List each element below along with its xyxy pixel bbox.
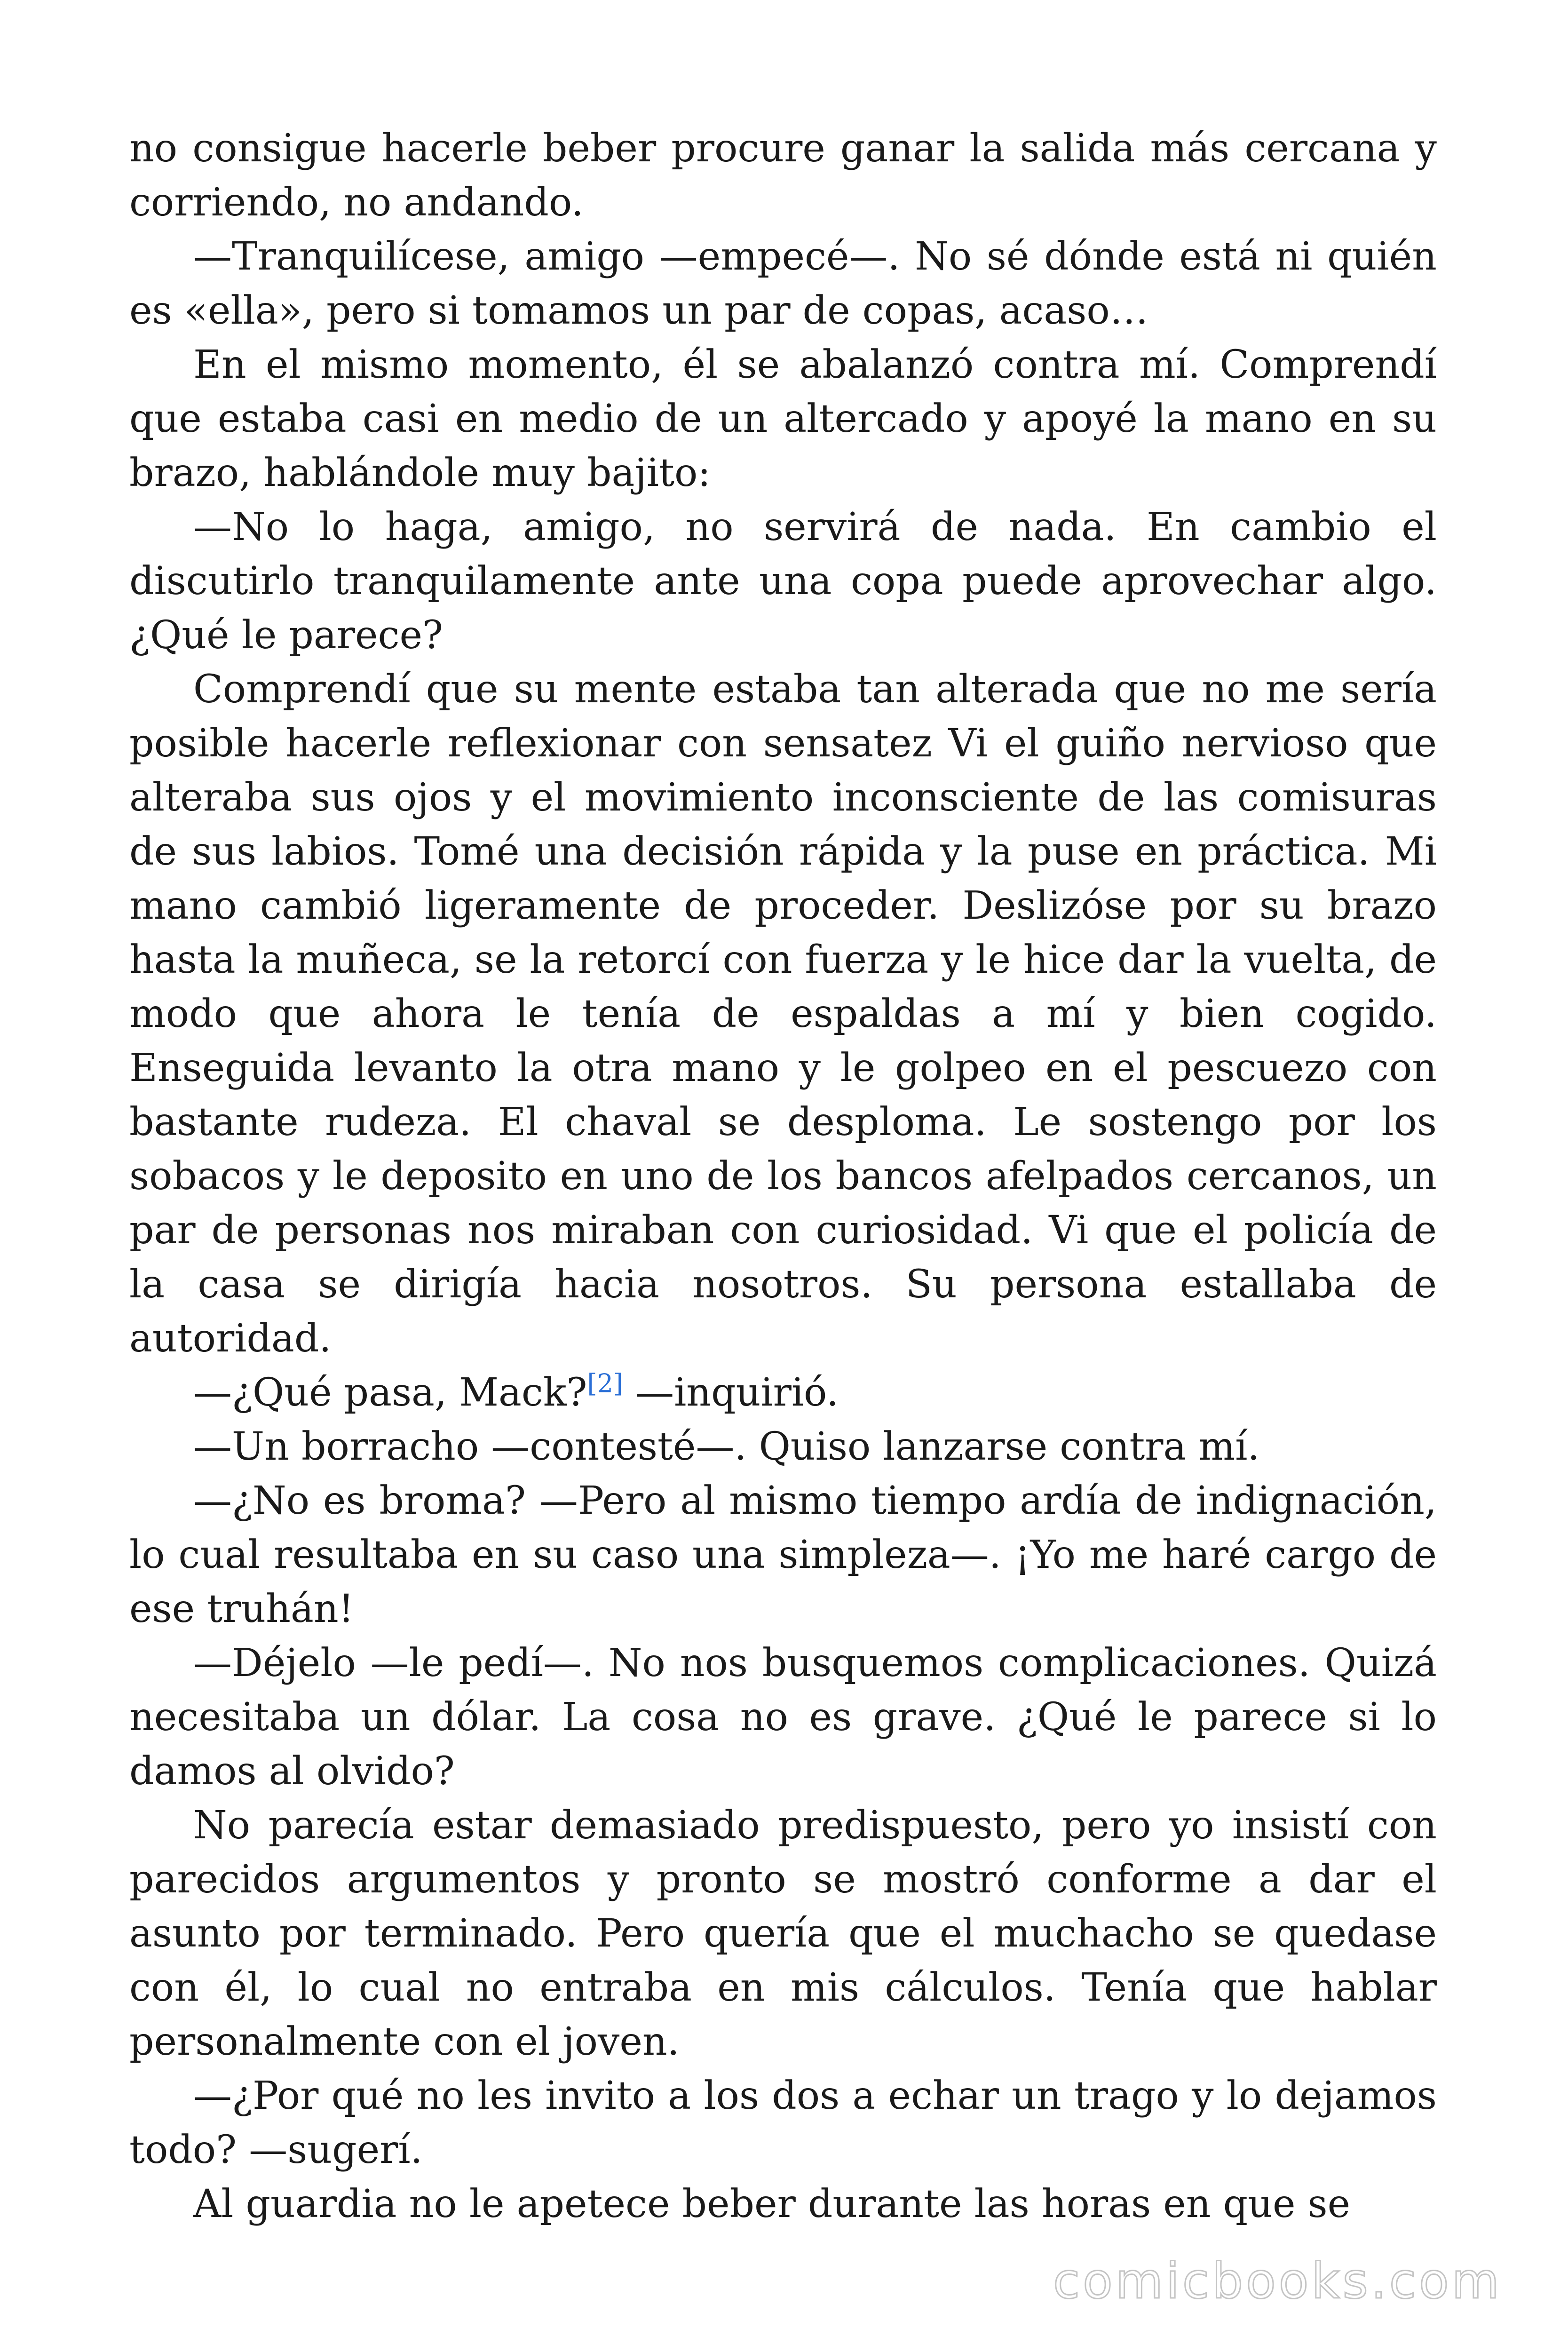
paragraph-12: Al guardia no le apetece beber durante las horas en que se — [193, 2182, 1351, 2226]
paragraph-5: Comprendí que su mente estaba tan alterada que no me sería posible hacerle reflexionar con sensatez Vi el guiño nervioso que alteraba sus ojos y el movimiento inconsciente de las comisuras de sus labios. Tomé una decisión rápida y la puse en práctica. Mi mano cambió ligeramente de proceder. Deslizóse por su brazo hasta la muñeca, se la retorcí con fuerza y le hice dar la vuelta, de modo que ahora le tenía de espaldas a mí y bien cogido. Enseguida levanto la otra mano y le golpeo en el pescuezo con bastante rudeza. El chaval se desploma. Le sostengo por los sobacos y le deposito en uno de los bancos afelpados cercanos, un par de personas nos miraban con curiosidad. Vi que el policía de la casa se dirigía hacia nosotros. Su persona estallaba de autoridad. — [129, 667, 1437, 1361]
paragraph-6-text-after: —inquirió. — [623, 1370, 839, 1415]
paragraph-1: no consigue hacerle beber procure ganar la salida más cercana y corriendo, no andando. — [129, 126, 1437, 225]
paragraph-4: —No lo haga, amigo, no servirá de nada. En cambio el discutirlo tranquilamente ante una copa puede aprovechar algo. ¿Qué le parece? — [129, 505, 1437, 658]
paragraph-11: —¿Por qué no les invito a los dos a echar un trago y lo dejamos todo? —sugerí. — [129, 2074, 1437, 2172]
footnote-link[interactable]: [2] — [587, 1368, 623, 1398]
body-text — [129, 121, 1437, 2231]
paragraph-8: —¿No es broma? —Pero al mismo tiempo ardía de indignación, lo cual resultaba en su caso una simpleza—. ¡Yo me haré cargo de ese truhán! — [129, 1478, 1437, 1631]
watermark: comicbooks.com — [1053, 2252, 1502, 2310]
paragraph-3: En el mismo momento, él se abalanzó contra mí. Comprendí que estaba casi en medio de un altercado y apoyé la mano en su brazo, hablándole muy bajito: — [129, 342, 1437, 495]
paragraph-2: —Tranquilícese, amigo —empecé—. No sé dónde está ni quién es «ella», pero si tomamos un par de copas, acaso… — [129, 234, 1437, 333]
paragraph-6 — [129, 1366, 1437, 1420]
paragraph-6-text-before: —¿Qué pasa, Mack? — [193, 1370, 587, 1415]
paragraph-10: No parecía estar demasiado predispuesto, pero yo insistí con parecidos argumentos y pronto se mostró conforme a dar el asunto por terminado. Pero quería que el muchacho se quedase con él, lo cual no entraba en mis cálculos. Tenía que hablar personalmente con el joven. — [129, 1803, 1437, 2064]
paragraph-9: —Déjelo —le pedí—. No nos busquemos complicaciones. Quizá necesitaba un dólar. La cosa no es grave. ¿Qué le parece si lo damos al olvido? — [129, 1641, 1437, 1794]
paragraph-7: —Un borracho —contesté—. Quiso lanzarse contra mí. — [193, 1424, 1260, 1469]
